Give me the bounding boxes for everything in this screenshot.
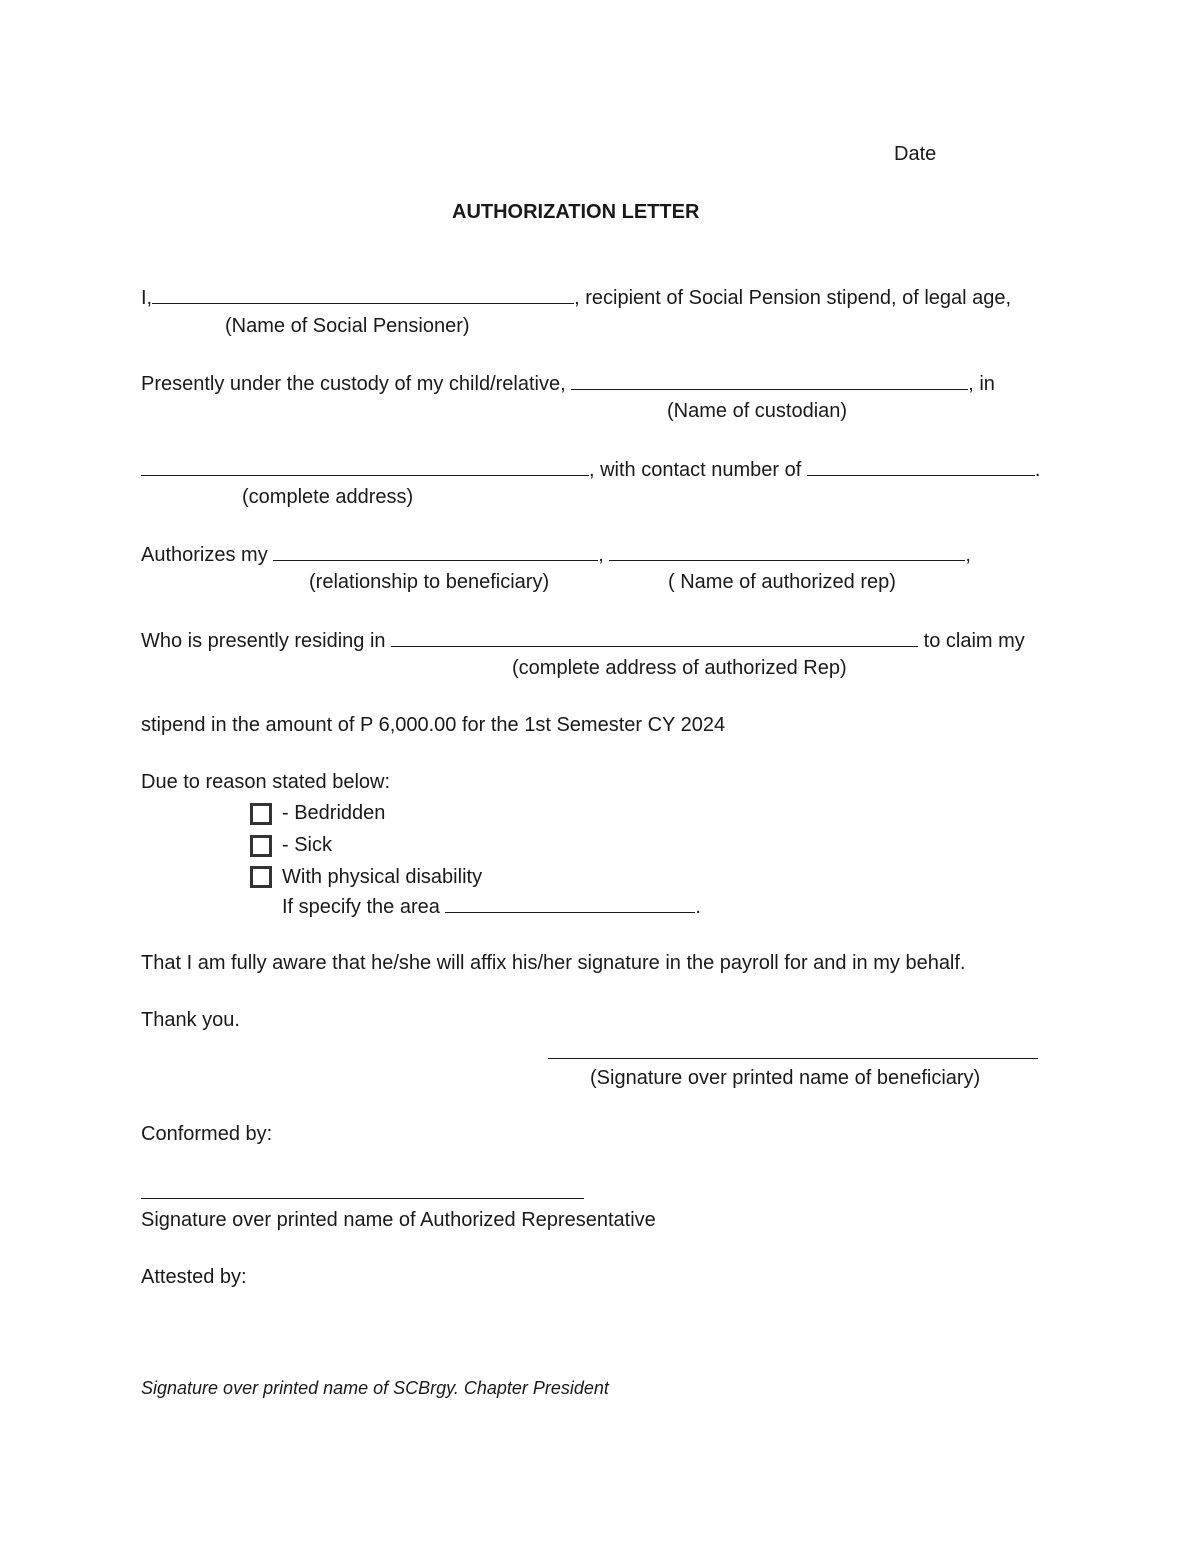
- rep-address-caption: (complete address of authorized Rep): [512, 657, 847, 679]
- specify-end: .: [695, 896, 701, 918]
- awareness-statement: That I am fully aware that he/she will affix his/her signature in the payroll for and in my behalf.: [141, 952, 966, 974]
- rep-signature-line: [141, 1180, 584, 1205]
- line4-end: ,: [965, 544, 971, 566]
- authorizes-line: [141, 542, 971, 567]
- beneficiary-signature-caption: (Signature over printed name of beneficiary): [590, 1067, 981, 1089]
- residing-line: [141, 628, 1025, 653]
- custodian-line: [141, 371, 995, 396]
- pensioner-name-caption: (Name of Social Pensioner): [225, 315, 470, 337]
- line3-end: .: [1034, 459, 1041, 481]
- specify-area-line: [282, 894, 701, 919]
- pensioner-name-blank[interactable]: [152, 285, 574, 304]
- president-signature-caption: Signature over printed name of SCBrgy. Chapter President: [141, 1378, 609, 1398]
- date-label: Date: [894, 143, 937, 165]
- specify-area-blank[interactable]: [445, 894, 695, 913]
- rep-signature-caption: Signature over printed name of Authorized Representative: [141, 1209, 656, 1231]
- sick-label: - Sick: [282, 834, 332, 856]
- bedridden-checkbox[interactable]: [250, 803, 272, 825]
- specify-prefix: If specify the area: [282, 896, 446, 918]
- bedridden-label: - Bedridden: [282, 802, 386, 824]
- thank-you: Thank you.: [141, 1009, 240, 1031]
- relationship-blank[interactable]: [273, 542, 598, 561]
- authorized-rep-caption: ( Name of authorized rep): [668, 571, 896, 593]
- contact-number-blank[interactable]: [807, 457, 1035, 476]
- line1-prefix: I,: [141, 287, 153, 309]
- relationship-caption: (relationship to beneficiary): [309, 571, 550, 593]
- beneficiary-signature-line: [548, 1040, 1038, 1065]
- beneficiary-signature-blank[interactable]: [548, 1040, 1038, 1059]
- rep-signature-blank[interactable]: [141, 1180, 584, 1199]
- line1-suffix: , recipient of Social Pension stipend, of legal age,: [574, 287, 1012, 309]
- line2-suffix: , in: [968, 373, 995, 395]
- line5-suffix: to claim my: [918, 630, 1025, 652]
- address-line: [141, 457, 1040, 482]
- pensioner-line: [141, 285, 1011, 310]
- line5-prefix: Who is presently residing in: [141, 630, 392, 652]
- line2-prefix: Presently under the custody of my child/relative,: [141, 373, 572, 395]
- attested-label: Attested by:: [141, 1266, 247, 1288]
- custodian-name-blank[interactable]: [571, 371, 968, 390]
- conformed-label: Conformed by:: [141, 1123, 273, 1145]
- address-caption: (complete address): [242, 486, 414, 508]
- page-title: AUTHORIZATION LETTER: [452, 201, 700, 223]
- line3-middle: , with contact number of: [589, 459, 807, 481]
- line4-sep: ,: [598, 544, 610, 566]
- stipend-line: stipend in the amount of P 6,000.00 for the 1st Semester CY 2024: [141, 714, 726, 736]
- disability-label: With physical disability: [282, 866, 483, 888]
- line4-prefix: Authorizes my: [141, 544, 274, 566]
- custodian-caption: (Name of custodian): [667, 400, 848, 422]
- sick-checkbox[interactable]: [250, 835, 272, 857]
- rep-address-blank[interactable]: [391, 628, 918, 647]
- disability-checkbox[interactable]: [250, 866, 272, 888]
- address-blank[interactable]: [141, 457, 589, 476]
- authorized-rep-blank[interactable]: [609, 542, 965, 561]
- reasons-heading: Due to reason stated below:: [141, 771, 391, 793]
